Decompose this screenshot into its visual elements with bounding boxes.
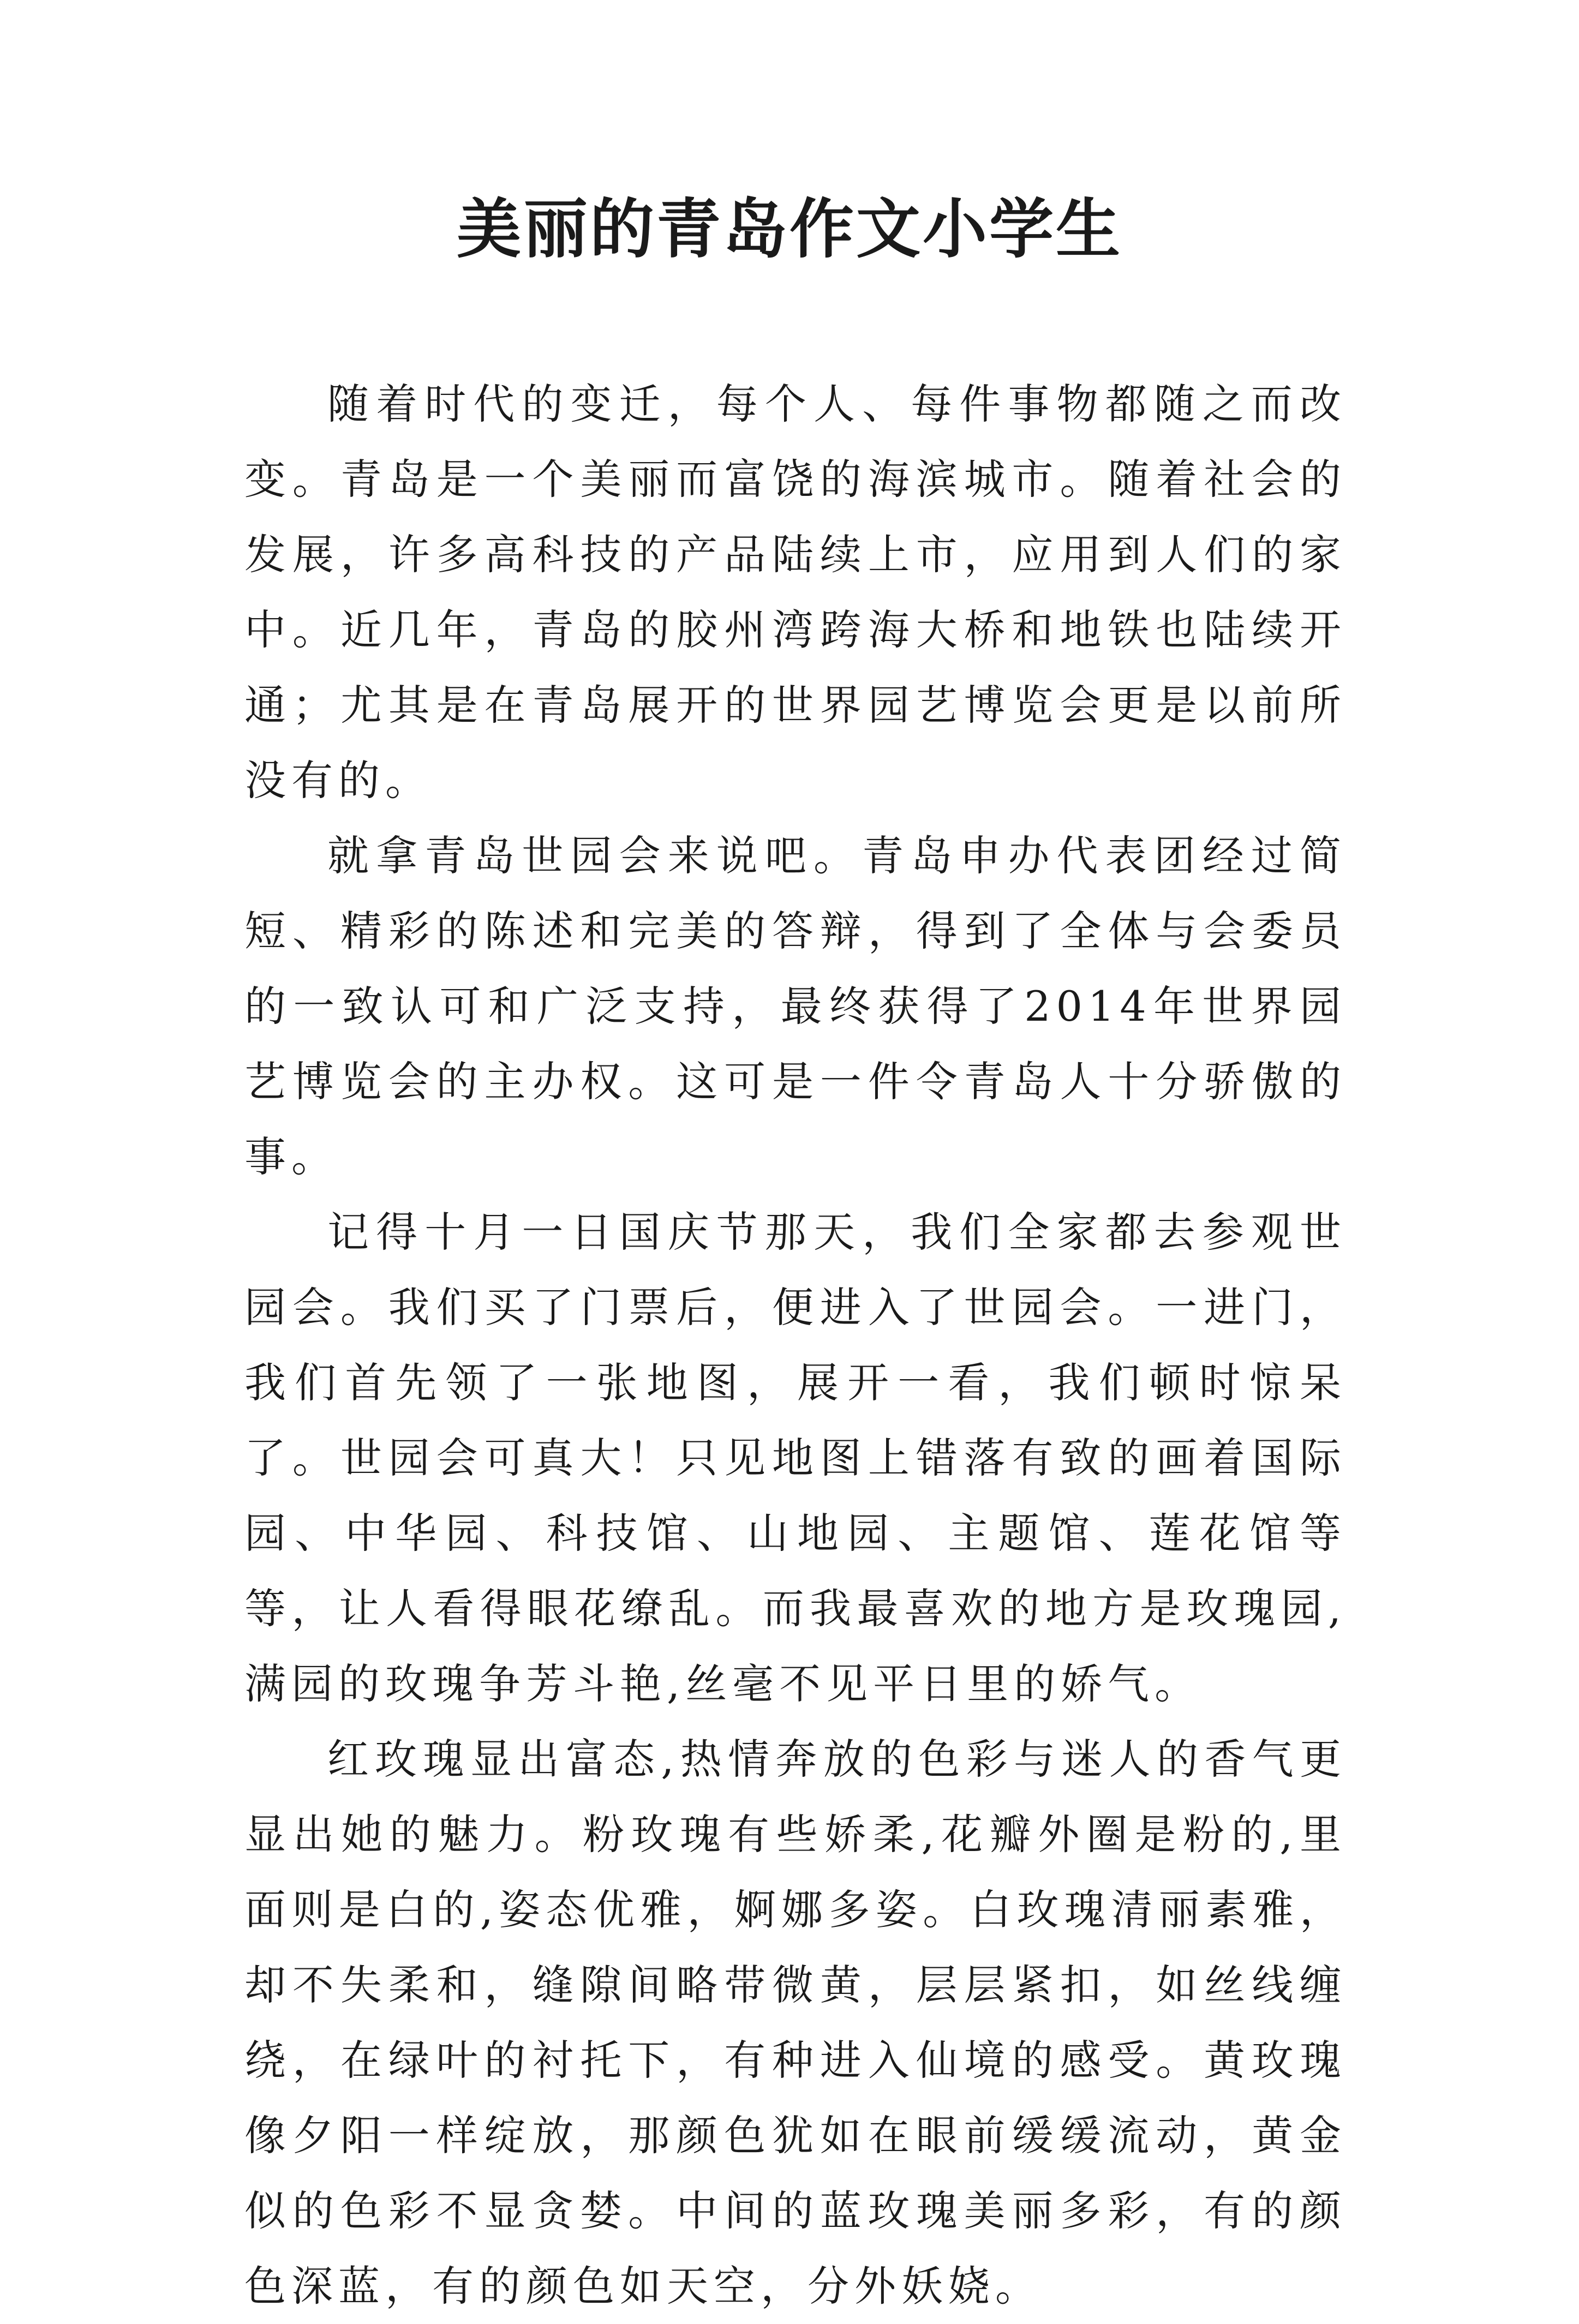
paragraph-4: 红玫瑰显出富态,热情奔放的色彩与迷人的香气更显出她的魅力。粉玫瑰有些娇柔,花瓣外圈是粉的,里面则是白的,姿态优雅，婀娜多姿。白玫瑰清丽素雅，却不失柔和，缝隙间略带微黄，层层紧扣，如丝线缠绕，在绿叶的衬托下，有种进入仙境的感受。黄玫瑰像夕阳一样绽放，那颜色犹如在眼前缓缓流动，黄金似的色彩不显贪婪。中间的蓝玫瑰美丽多彩，有的颜色深蓝，有的颜色如天空，分外妖娆。 <box>244 1735 1347 2310</box>
document-title: 美丽的青岛作文小学生 <box>456 191 1122 267</box>
paragraph-1: 随着时代的变迁，每个人、每件事物都随之而改变。青岛是一个美丽而富饶的海滨城市。随着社会的发展，许多高科技的产品陆续上市，应用到人们的家中。近几年，青岛的胶州湾跨海大桥和地铁也陆续开通；尤其是在青岛展开的世界园艺博览会更是以前所没有的。 <box>244 380 1347 805</box>
paragraph-3: 记得十月一日国庆节那天，我们全家都去参观世园会。我们买了门票后，便进入了世园会。一进门，我们首先领了一张地图，展开一看，我们顿时惊呆了。世园会可真大！只见地图上错落有致的画着国际园、中华园、科技馆、山地园、主题馆、莲花馆等等，让人看得眼花缭乱。而我最喜欢的地方是玫瑰园,满园的玫瑰争芳斗艳,丝毫不见平日里的娇气。 <box>244 1208 1347 1708</box>
document-body <box>244 367 1347 2324</box>
paragraph-2: 就拿青岛世园会来说吧。青岛申办代表团经过简短、精彩的陈述和完美的答辩，得到了全体与会委员的一致认可和广泛支持，最终获得了2014年世界园艺博览会的主办权。这可是一件令青岛人十分骄傲的事。 <box>244 831 1347 1181</box>
